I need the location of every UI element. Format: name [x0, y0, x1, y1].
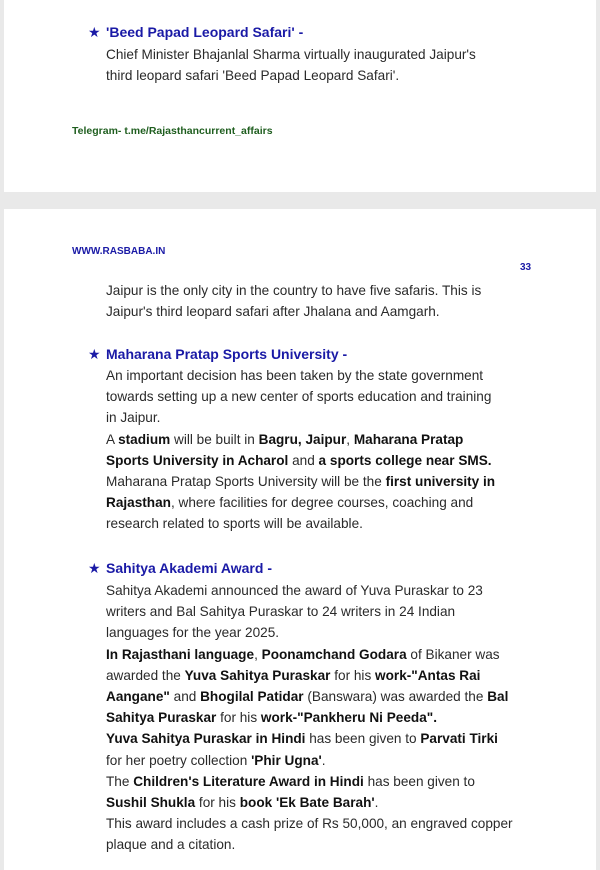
- text-line: writers and Bal Sahitya Puraskar to 24 writers in 24 Indian: [106, 604, 456, 620]
- page-number: 33: [520, 262, 532, 273]
- text-line: awarded the Yuva Sahitya Puraskar for his work-"Antas Rai: [106, 667, 481, 683]
- star-icon: ★: [88, 24, 101, 40]
- section-heading-beed-papad: ★ 'Beed Papad Leopard Safari' -: [88, 24, 304, 40]
- text-line: in Jaipur.: [106, 410, 161, 426]
- text-line: This award includes a cash prize of Rs 50,000, an engraved copper: [106, 816, 513, 832]
- text-line: research related to sports will be available.: [106, 516, 363, 532]
- text-line: Jaipur's third leopard safari after Jhalana and Aamgarh.: [106, 304, 440, 320]
- text-line: Sushil Shukla for his book 'Ek Bate Barah'.: [106, 795, 379, 811]
- section-body-beed-papad: [106, 44, 546, 86]
- section-heading-sahitya-akademi: ★ Sahitya Akademi Award -: [88, 560, 272, 576]
- text-line: Aangane" and Bhogilal Patidar (Banswara) was awarded the Bal: [106, 689, 509, 705]
- text-line: languages for the year 2025.: [106, 625, 280, 641]
- text-line: Jaipur is the only city in the country to have five safaris. This is: [106, 283, 482, 298]
- text-line: Sports University in Acharol and a sports college near SMS.: [106, 452, 492, 468]
- text-line: Yuva Sahitya Puraskar in Hindi has been given to Parvati Tirki: [106, 731, 498, 747]
- section-body-sports-university: [106, 365, 546, 535]
- text-line: Rajasthan, where facilities for degree courses, coaching and: [106, 495, 474, 511]
- text-line: The Children's Literature Award in Hindi has been given to: [106, 773, 475, 789]
- text-line: Sahitya Puraskar for his work-"Pankheru Ni Peeda".: [106, 710, 437, 726]
- intro-paragraph: [106, 280, 546, 322]
- text-line: Maharana Pratap Sports University will be the first university in: [106, 474, 496, 490]
- star-icon: ★: [88, 560, 101, 576]
- text-line: An important decision has been taken by the state government: [106, 368, 484, 383]
- text-line: A stadium will be built in Bagru, Jaipur, Maharana Pratap: [106, 431, 464, 447]
- section-body-sahitya-akademi: [106, 580, 546, 856]
- text-line: for her poetry collection 'Phir Ugna'.: [106, 752, 326, 768]
- site-url[interactable]: WWW.RASBABA.IN: [72, 246, 166, 257]
- text-line: third leopard safari 'Beed Papad Leopard Safari'.: [106, 68, 400, 84]
- star-icon: ★: [88, 346, 101, 362]
- text-line: towards setting up a new center of sports education and training: [106, 389, 492, 405]
- text-line: plaque and a citation.: [106, 837, 236, 853]
- telegram-link[interactable]: Telegram- t.me/Rajasthancurrent_affairs: [72, 125, 273, 137]
- text-line: Sahitya Akademi announced the award of Yuva Puraskar to 23: [106, 583, 483, 598]
- section-heading-sports-university: ★ Maharana Pratap Sports University -: [88, 346, 348, 362]
- text-line: In Rajasthani language, Poonamchand Godara of Bikaner was: [106, 646, 500, 662]
- text-line: Chief Minister Bhajanlal Sharma virtually inaugurated Jaipur's: [106, 47, 476, 62]
